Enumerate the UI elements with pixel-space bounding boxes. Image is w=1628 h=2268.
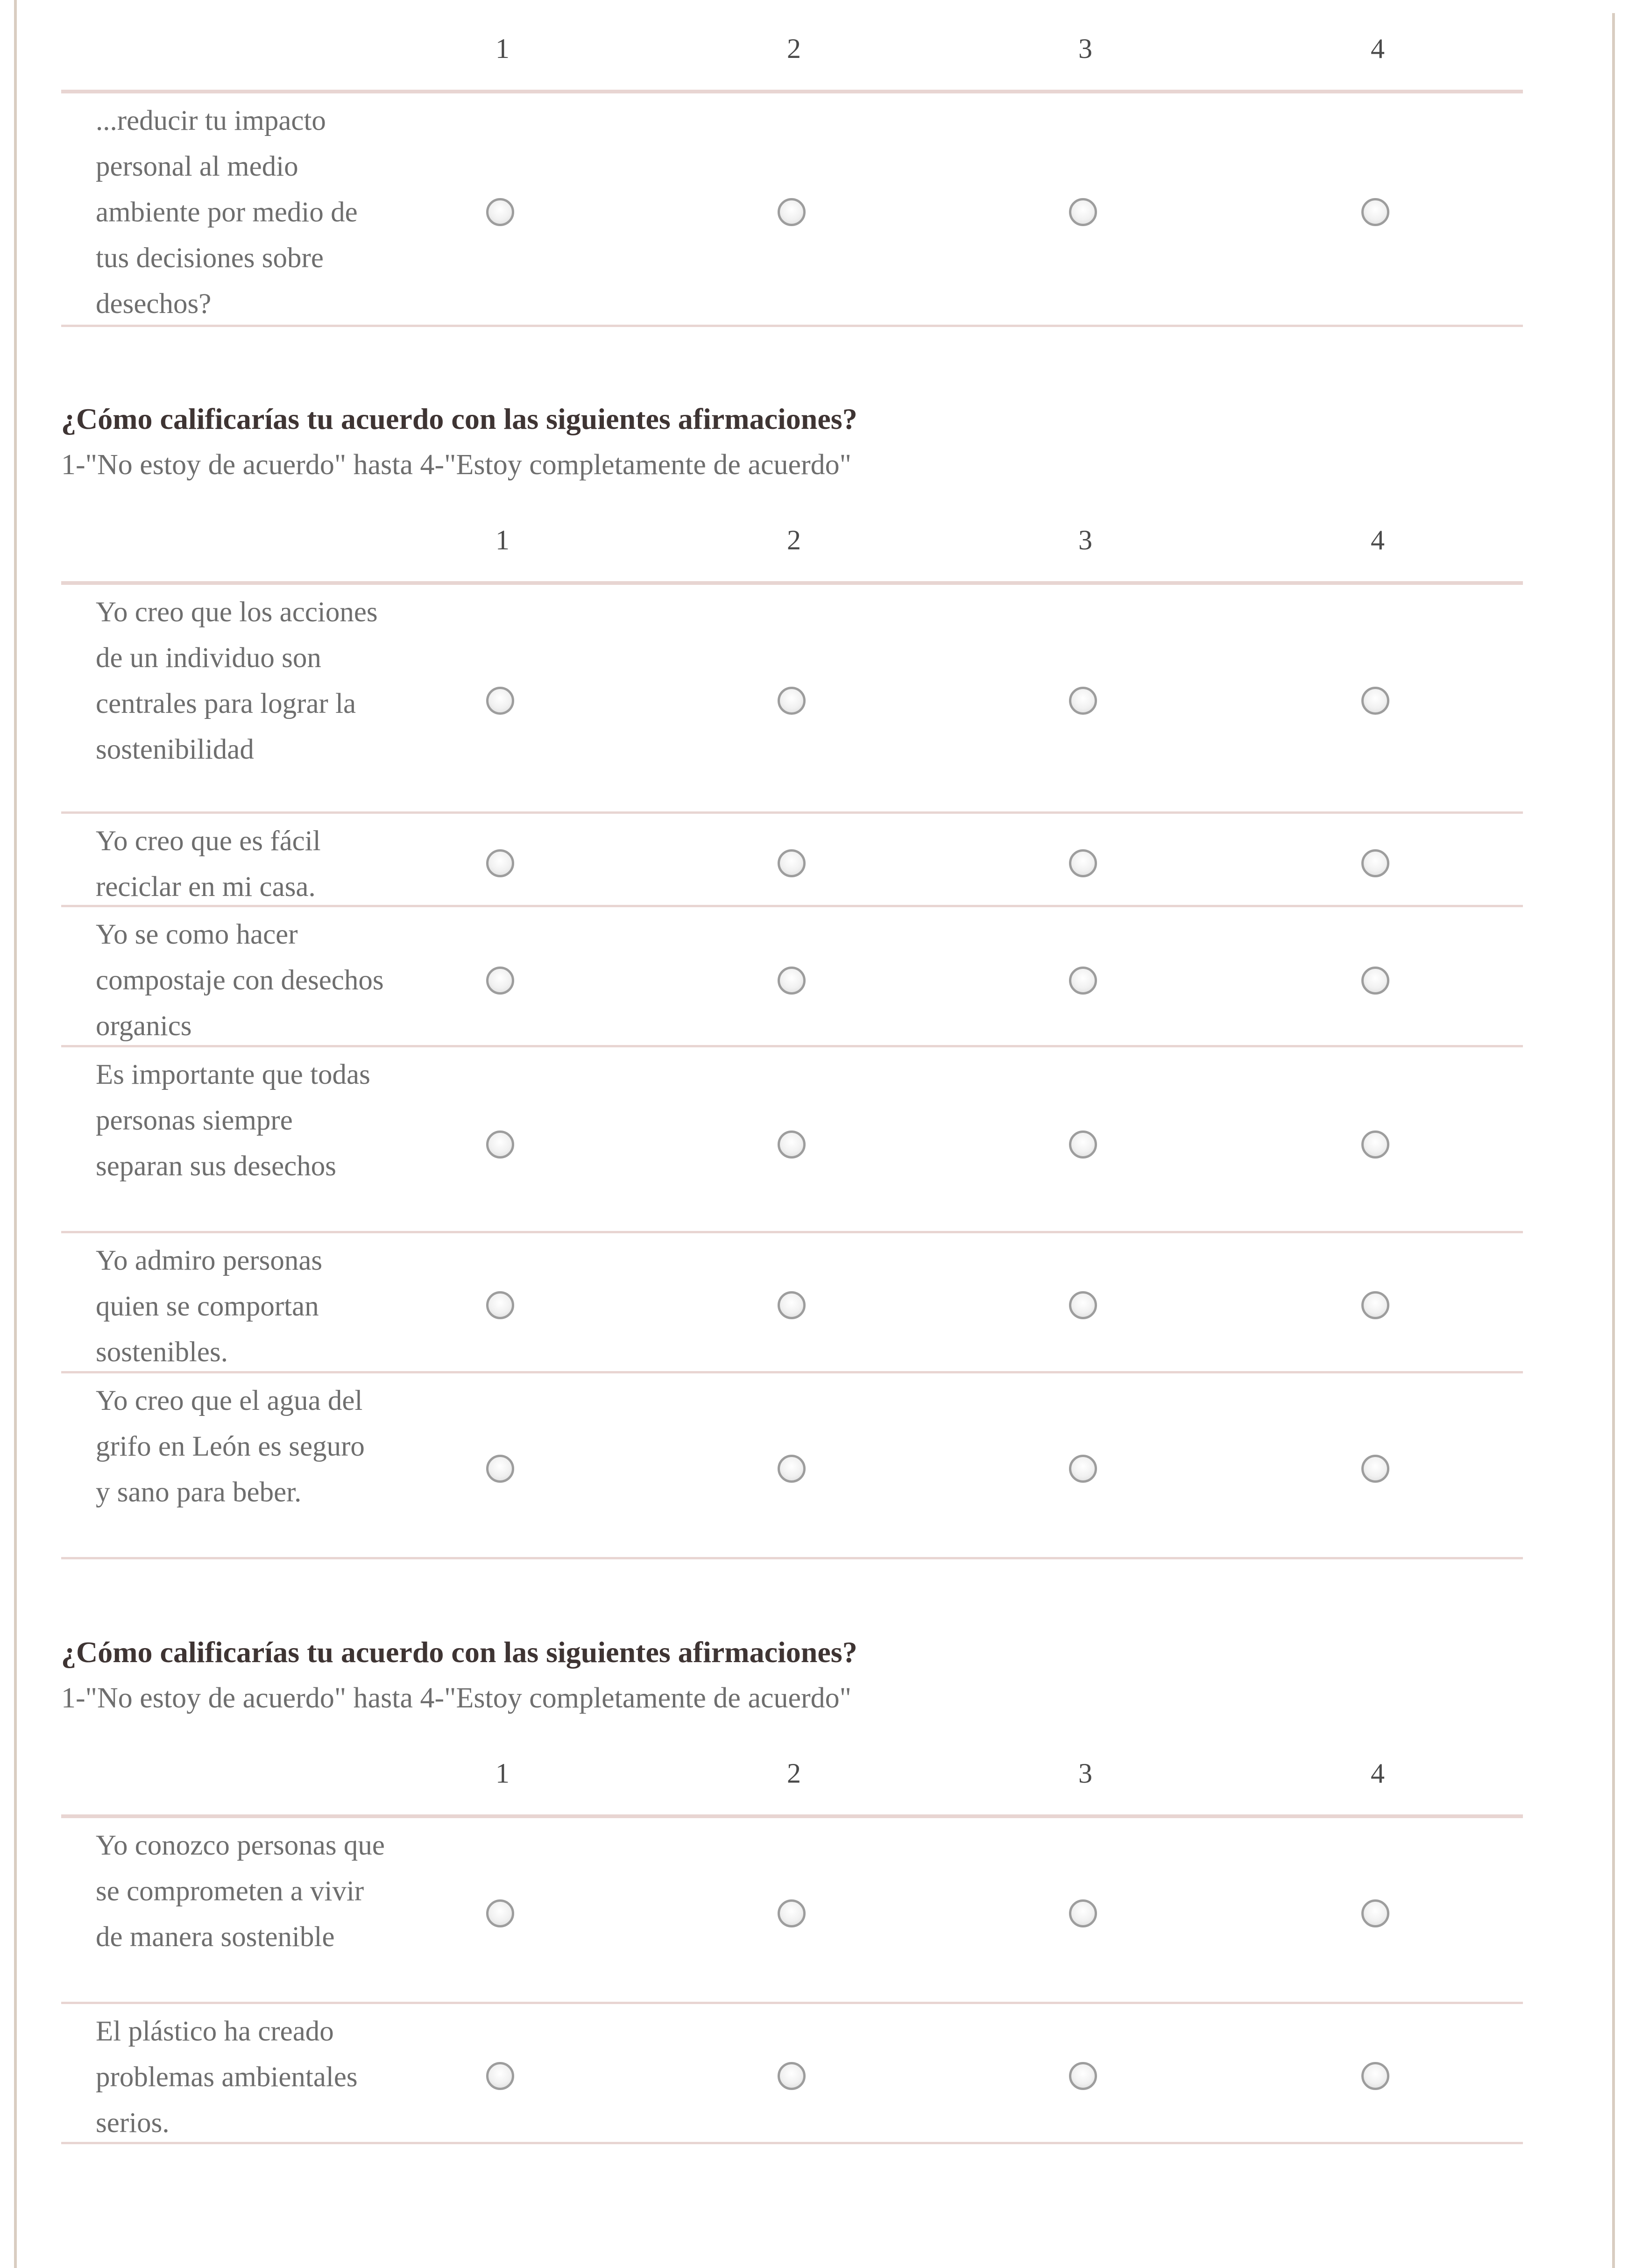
column-header-1: 1 xyxy=(495,33,510,64)
radio-option-3[interactable] xyxy=(1069,1130,1097,1159)
radio-option-3[interactable] xyxy=(1069,687,1097,715)
column-header-2: 2 xyxy=(787,525,801,555)
radio-option-2[interactable] xyxy=(778,1291,806,1319)
question-title: ¿Cómo calificarías tu acuerdo con las siguientes afirmaciones? xyxy=(61,1635,857,1669)
statement-label: Yo creo que los acciones de un individuo son centrales para lograr la sostenibilidad xyxy=(96,597,378,765)
row-divider xyxy=(61,325,1523,327)
table-row xyxy=(61,585,1523,814)
statement-label: El plástico ha creado problemas ambientales serios. xyxy=(96,2016,358,2139)
column-header-1: 1 xyxy=(495,525,510,555)
radio-option-2[interactable] xyxy=(778,687,806,715)
table-row xyxy=(61,93,1523,327)
radio-option-3[interactable] xyxy=(1069,1455,1097,1483)
radio-option-4[interactable] xyxy=(1361,1455,1389,1483)
radio-option-3[interactable] xyxy=(1069,849,1097,877)
column-header-4: 4 xyxy=(1371,525,1385,555)
table-row xyxy=(61,1047,1523,1233)
header-divider xyxy=(61,1814,1523,1818)
page-border-left xyxy=(14,0,17,2268)
column-header-2: 2 xyxy=(787,33,801,64)
radio-option-4[interactable] xyxy=(1361,198,1389,226)
radio-option-2[interactable] xyxy=(778,198,806,226)
radio-option-2[interactable] xyxy=(778,1899,806,1927)
column-header-4: 4 xyxy=(1371,1758,1385,1789)
radio-option-3[interactable] xyxy=(1069,1291,1097,1319)
radio-option-4[interactable] xyxy=(1361,687,1389,715)
column-header-3: 3 xyxy=(1078,525,1092,555)
question-title: ¿Cómo calificarías tu acuerdo con las siguientes afirmaciones? xyxy=(61,402,857,435)
column-header-3: 3 xyxy=(1078,1758,1092,1789)
radio-option-3[interactable] xyxy=(1069,2062,1097,2090)
column-header-2: 2 xyxy=(787,1758,801,1789)
radio-option-4[interactable] xyxy=(1361,1899,1389,1927)
page-border-right xyxy=(1612,13,1615,2268)
radio-option-2[interactable] xyxy=(778,1455,806,1483)
radio-option-1[interactable] xyxy=(486,687,514,715)
table-row xyxy=(61,1818,1523,2004)
column-header-4: 4 xyxy=(1371,33,1385,64)
radio-option-4[interactable] xyxy=(1361,849,1389,877)
statement-label: Yo creo que es fácil reciclar en mi casa. xyxy=(96,825,321,903)
question-scale-hint: 1-"No estoy de acuerdo" hasta 4-"Estoy completamente de acuerdo" xyxy=(61,449,851,481)
radio-option-1[interactable] xyxy=(486,198,514,226)
table-row xyxy=(61,1373,1523,1559)
radio-option-2[interactable] xyxy=(778,967,806,995)
question-scale-hint: 1-"No estoy de acuerdo" hasta 4-"Estoy completamente de acuerdo" xyxy=(61,1682,851,1714)
statement-label: Yo se como hacer compostaje con desechos organics xyxy=(96,919,384,1042)
radio-option-1[interactable] xyxy=(486,849,514,877)
radio-option-2[interactable] xyxy=(778,849,806,877)
radio-option-1[interactable] xyxy=(486,2062,514,2090)
radio-option-2[interactable] xyxy=(778,2062,806,2090)
radio-option-3[interactable] xyxy=(1069,1899,1097,1927)
radio-option-1[interactable] xyxy=(486,1291,514,1319)
statement-label: Yo admiro personas quien se comportan sostenibles. xyxy=(96,1245,323,1368)
radio-option-3[interactable] xyxy=(1069,198,1097,226)
radio-option-1[interactable] xyxy=(486,967,514,995)
row-divider xyxy=(61,2142,1523,2144)
statement-label: Yo creo que el agua del grifo en León es seguro y sano para beber. xyxy=(96,1385,365,1508)
header-divider xyxy=(61,90,1523,93)
table-row xyxy=(61,1233,1523,1373)
row-divider xyxy=(61,1557,1523,1559)
radio-option-1[interactable] xyxy=(486,1130,514,1159)
radio-option-1[interactable] xyxy=(486,1899,514,1927)
radio-option-2[interactable] xyxy=(778,1130,806,1159)
statement-label: Yo conozco personas que se comprometen a vivir de manera sostenible xyxy=(96,1830,385,1953)
statement-label: ...reducir tu impacto personal al medio ambiente por medio de tus decisiones sobre desechos? xyxy=(96,105,358,320)
radio-option-4[interactable] xyxy=(1361,1291,1389,1319)
table-row xyxy=(61,814,1523,907)
radio-option-4[interactable] xyxy=(1361,1130,1389,1159)
radio-option-1[interactable] xyxy=(486,1455,514,1483)
radio-option-4[interactable] xyxy=(1361,2062,1389,2090)
statement-label: Es importante que todas personas siempre separan sus desechos xyxy=(96,1059,370,1182)
radio-option-4[interactable] xyxy=(1361,967,1389,995)
table-row xyxy=(61,2004,1523,2144)
column-header-1: 1 xyxy=(495,1758,510,1789)
table-row xyxy=(61,907,1523,1047)
radio-option-3[interactable] xyxy=(1069,967,1097,995)
column-header-3: 3 xyxy=(1078,33,1092,64)
header-divider xyxy=(61,581,1523,585)
